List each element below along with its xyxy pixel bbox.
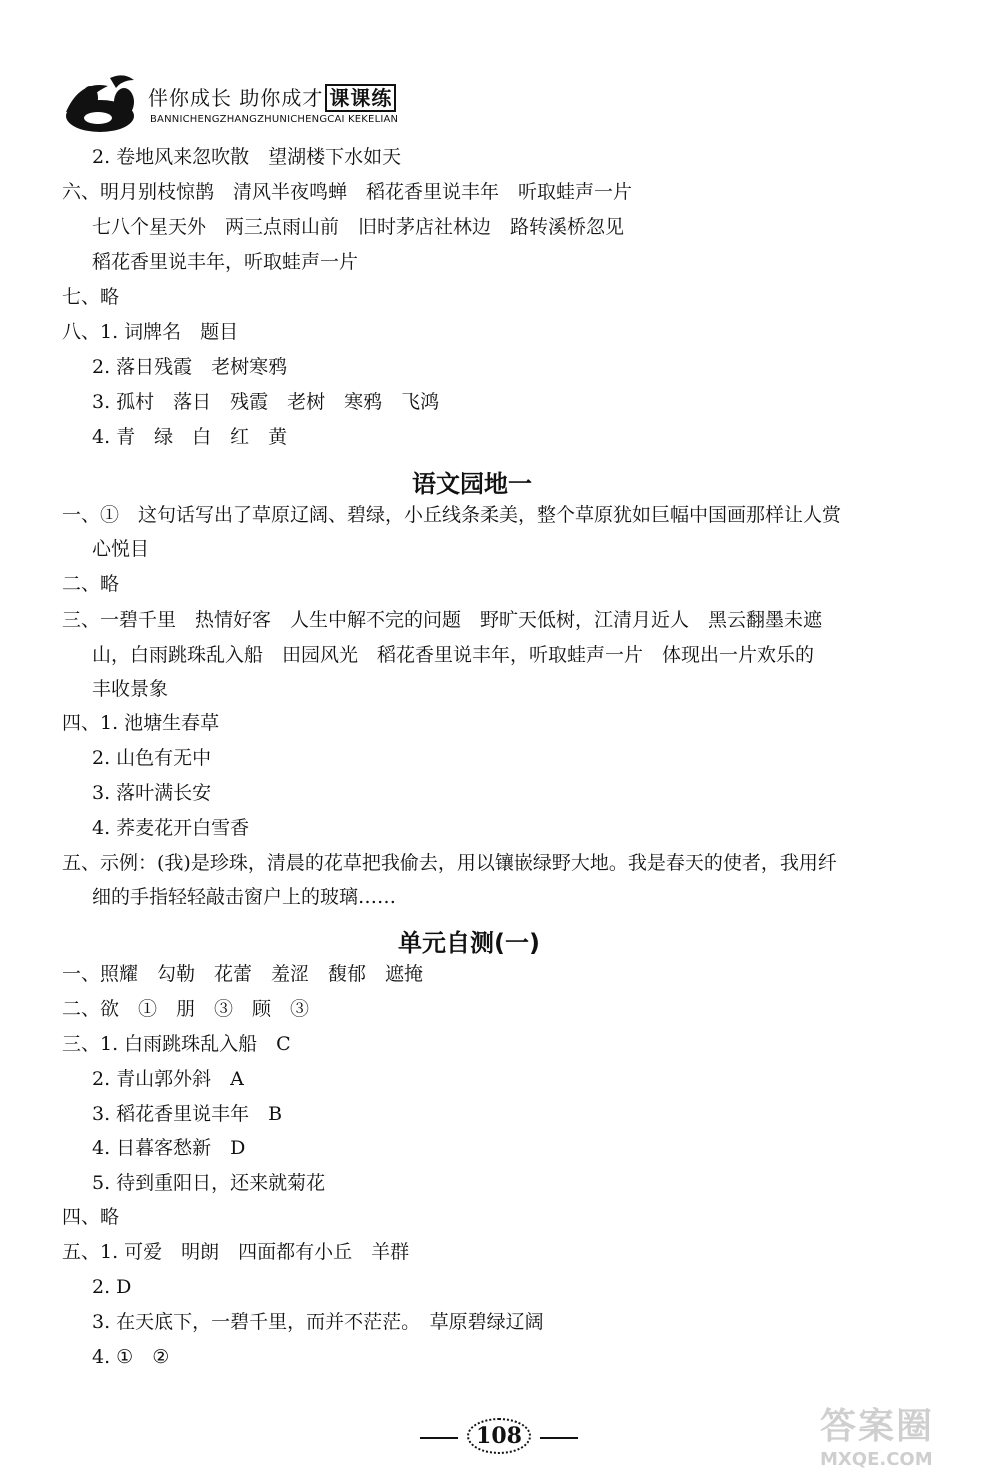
answer-line: 山，白雨跳珠乱入船 田园风光 稻花香里说丰年，听取蛙声一片 体现出一片欢乐的 bbox=[92, 644, 815, 666]
watermark bbox=[820, 1398, 990, 1470]
brand-logo-icon bbox=[60, 72, 146, 136]
answer-line: 3. 稻花香里说丰年 B bbox=[92, 1103, 283, 1125]
page-number-label: 108 bbox=[467, 1418, 531, 1454]
answer-line: 4. 青 绿 白 红 黄 bbox=[92, 426, 288, 448]
answer-line: 七、略 bbox=[62, 286, 120, 308]
header-pinyin: BANNICHENGZHANGZHUNICHENGCAI KEKELIAN bbox=[150, 114, 399, 125]
answer-line: 稻花香里说丰年，听取蛙声一片 bbox=[92, 251, 359, 273]
watermark-url: MXQE.COM bbox=[820, 1449, 933, 1470]
answer-line: 2. 落日残霞 老树寒鸦 bbox=[92, 356, 288, 378]
answer-line: 2. 卷地风来忽吹散 望湖楼下水如天 bbox=[92, 146, 402, 168]
answer-line: 二、略 bbox=[62, 573, 120, 595]
answer-line: 2. 青山郭外斜 A bbox=[92, 1068, 244, 1090]
answer-line: 细的手指轻轻敲击窗户上的玻璃…… bbox=[92, 886, 397, 908]
answer-line: 4. ① ② bbox=[92, 1346, 170, 1368]
answer-line: 八、1. 词牌名 题目 bbox=[62, 321, 239, 343]
header-slogan-text: 伴你成长 助你成才 bbox=[148, 86, 324, 110]
answer-line: 一、① 这句话写出了草原辽阔、碧绿，小丘线条柔美，整个草原犹如巨幅中国画那样让人赏 bbox=[62, 504, 842, 526]
page-number-rule-left bbox=[420, 1437, 458, 1439]
answer-line: 4. 日暮客愁新 D bbox=[92, 1137, 246, 1159]
page-number-rule-right bbox=[540, 1437, 578, 1439]
answer-line: 五、示例：(我)是珍珠，清晨的花草把我偷去，用以镶嵌绿野大地。我是春天的使者，我用纤 bbox=[62, 852, 837, 874]
answer-line: 3. 落叶满长安 bbox=[92, 782, 212, 804]
answer-line: 5. 待到重阳日，还来就菊花 bbox=[92, 1172, 326, 1194]
watermark-logo: 答案圈 bbox=[820, 1406, 935, 1447]
answer-line: 2. D bbox=[92, 1276, 132, 1298]
answer-line: 三、一碧千里 热情好客 人生中解不完的问题 野旷天低树，江清月近人 黑云翻墨未遮 bbox=[62, 609, 823, 631]
answer-line: 2. 山色有无中 bbox=[92, 747, 212, 769]
header-slogan bbox=[148, 82, 396, 111]
answer-line: 四、略 bbox=[62, 1206, 120, 1228]
answer-line: 五、1. 可爱 明朗 四面都有小丘 羊群 bbox=[62, 1241, 410, 1263]
answer-line: 3. 在天底下，一碧千里，而并不茫茫。 草原碧绿辽阔 bbox=[92, 1311, 544, 1333]
answer-line: 丰收景象 bbox=[92, 678, 169, 700]
answer-line: 四、1. 池塘生春草 bbox=[62, 712, 220, 734]
header-slogan-highlight: 课课练 bbox=[325, 84, 396, 112]
answer-line: 三、1. 白雨跳珠乱入船 C bbox=[62, 1033, 291, 1055]
answer-line: 3. 孤村 落日 残霞 老树 寒鸦 飞鸿 bbox=[92, 391, 440, 413]
answer-line: 二、欲 ① 朋 ③ 顾 ③ bbox=[62, 998, 310, 1020]
section-title: 语文园地一 bbox=[412, 470, 532, 498]
answer-line: 六、明月别枝惊鹊 清风半夜鸣蝉 稻花香里说丰年 听取蛙声一片 bbox=[62, 181, 633, 203]
page-number bbox=[420, 1418, 580, 1454]
answer-line: 七八个星天外 两三点雨山前 旧时茅店社林边 路转溪桥忽见 bbox=[92, 216, 625, 238]
answer-line: 4. 荞麦花开白雪香 bbox=[92, 817, 250, 839]
header-banner bbox=[60, 62, 420, 142]
answer-line: 一、照耀 勾勒 花蕾 羞涩 馥郁 遮掩 bbox=[62, 963, 424, 985]
answer-line: 心悦目 bbox=[92, 538, 150, 560]
section-title: 单元自测(一) bbox=[398, 929, 540, 957]
